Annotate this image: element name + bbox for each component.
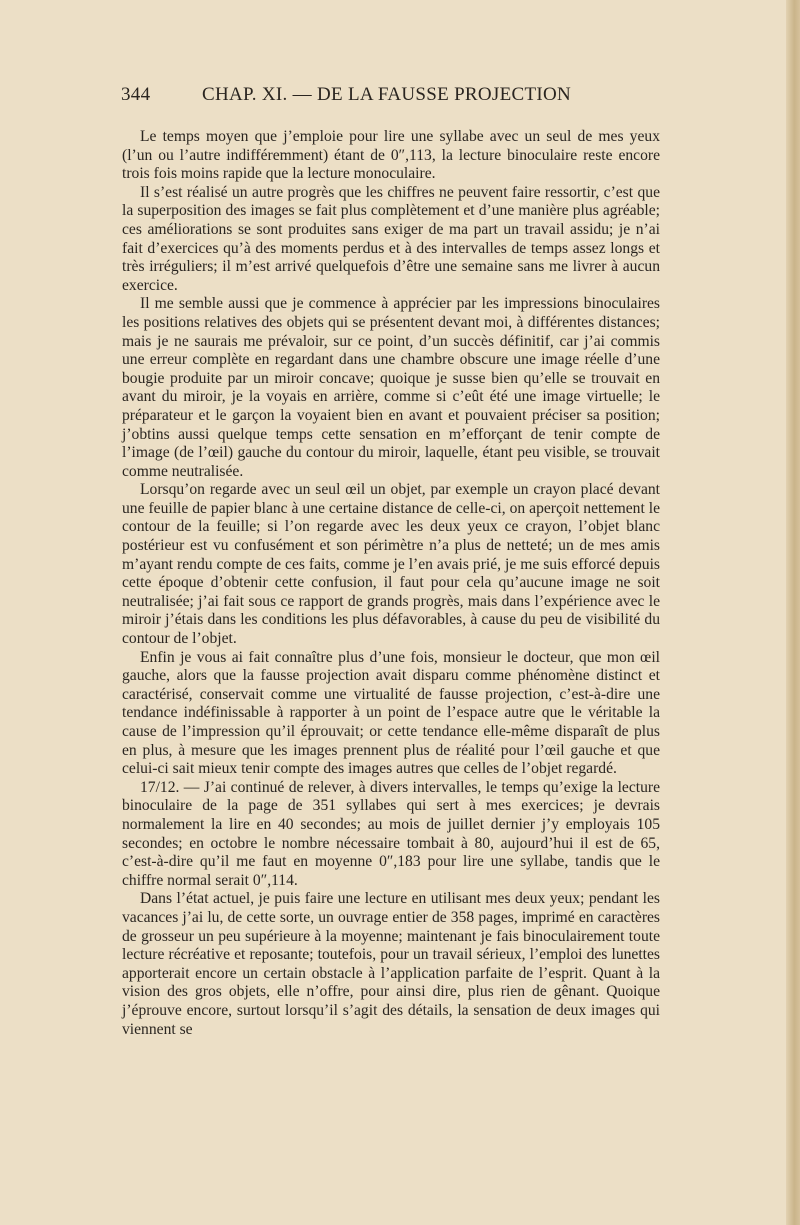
paragraph: Dans l’état actuel, je puis faire une lecture en utilisant mes deux yeux; pendant les vacances j’ai lu, de cette sorte, un ouvrage entier de 358 pages, imprimé en caractères de grosseur un peu supérieure à la moyenne; maintenant je fais binoculairement toute lecture récréative et reposante; toutefois, pour un travail sérieux, l’emploi des lunettes apporterait encore un certain obstacle à l’application parfaite de l’esprit. Quant à la vision des gros objets, elle n’offre, pour ainsi dire, plus rien de gênant. Quoique j’éprouve encore, surtout lorsqu’il s’agit des détails, la sensation de deux images qui viennent se	[122, 890, 660, 1038]
paragraph: 17/12. — J’ai continué de relever, à divers intervalles, le temps qu’exige la lecture binoculaire de la page de 351 syllabes qui sert à mes exercices; je devrais normalement la lire en 40 secondes; au mois de juillet dernier j’y employais 105 secondes; en octobre le nombre nécessaire tombait à 80, aujourd’hui il est de 65, c’est-à-dire qu’il me faut en moyenne 0″,183 pour lire une syllabe, tandis que le chiffre normal serait 0″,114.	[122, 778, 660, 889]
running-head	[118, 84, 678, 114]
chapter-title: CHAP. XI. — DE LA FAUSSE PROJECTION	[202, 84, 572, 105]
paragraph: Enfin je vous ai fait connaître plus d’une fois, monsieur le docteur, que mon œil gauche, alors que la fausse projection avait disparu comme phénomène distinct et caractérisé, conservait comme une virtualité de fausse projection, c’est-à-dire une tendance indéfinissable à rapporter à un point de l’espace autre que le véritable la cause de l’impression qu’il éprouvait; or cette tendance elle-même disparaît de plus en plus, à mesure que les images prennent plus de réalité pour l’œil gauche et que celui-ci sait mieux tenir compte des images autres que celles de l’objet regardé.	[122, 648, 660, 778]
paragraph: Il s’est réalisé un autre progrès que les chiffres ne peuvent faire ressortir, c’est que la superposition des images se fait plus complètement et d’une manière plus agréable; ces améliorations se sont produites sans exiger de ma part un travail assidu; je n’ai fait d’exercices qu’à des moments perdus et à des intervalles de temps assez longs et très irréguliers; il m’est arrivé quelquefois d’être une semaine sans me livrer à aucun exercice.	[122, 183, 660, 294]
paragraph: Le temps moyen que j’emploie pour lire une syllabe avec un seul de mes yeux (l’un ou l’autre indifféremment) étant de 0″,113, la lecture binoculaire reste encore trois fois moins rapide que la lecture monoculaire.	[122, 128, 660, 183]
paragraph: Il me semble aussi que je commence à apprécier par les impressions binoculaires les positions relatives des objets qui se présentent devant moi, à différentes distances; mais je ne saurais me prévaloir, sur ce point, d’un succès définitif, car j’ai commis une erreur complète en regardant dans une chambre obscure une image réelle d’une bougie produite par un miroir concave; quoique je susse bien qu’elle se trouvait en avant du miroir, je la voyais en arrière, comme si c’eût été une image virtuelle; le préparateur et le garçon la voyaient bien en avant et pouvaient préciser sa position; j’obtins aussi quelque temps cette sensation en m’efforçant de tenir compte de l’image (de l’œil) gauche du contour du miroir, laquelle, étant peu visible, se trouvait comme neutralisée.	[122, 295, 660, 480]
page-number: 344	[121, 84, 151, 105]
page-edge	[786, 0, 800, 1225]
body-text	[122, 128, 660, 1039]
paragraph: Lorsqu’on regarde avec un seul œil un objet, par exemple un crayon placé devant une feuille de papier blanc à une certaine distance de celle-ci, on aperçoit nettement le contour de la feuille; si l’on regarde avec les deux yeux ce crayon, l’objet blanc postérieur est vu confusément et son périmètre n’a plus de netteté; un de mes amis m’ayant rendu compte de ces faits, comme je l’en avais prié, je me suis efforcé depuis cette époque d’obtenir cette confusion, il faut pour cela qu’aucune image ne soit neutralisée; j’ai fait sous ce rapport de grands progrès, mais dans l’expérience avec le miroir j’étais dans les conditions les plus défavorables, à cause du peu de visibilité du contour de l’objet.	[122, 481, 660, 648]
